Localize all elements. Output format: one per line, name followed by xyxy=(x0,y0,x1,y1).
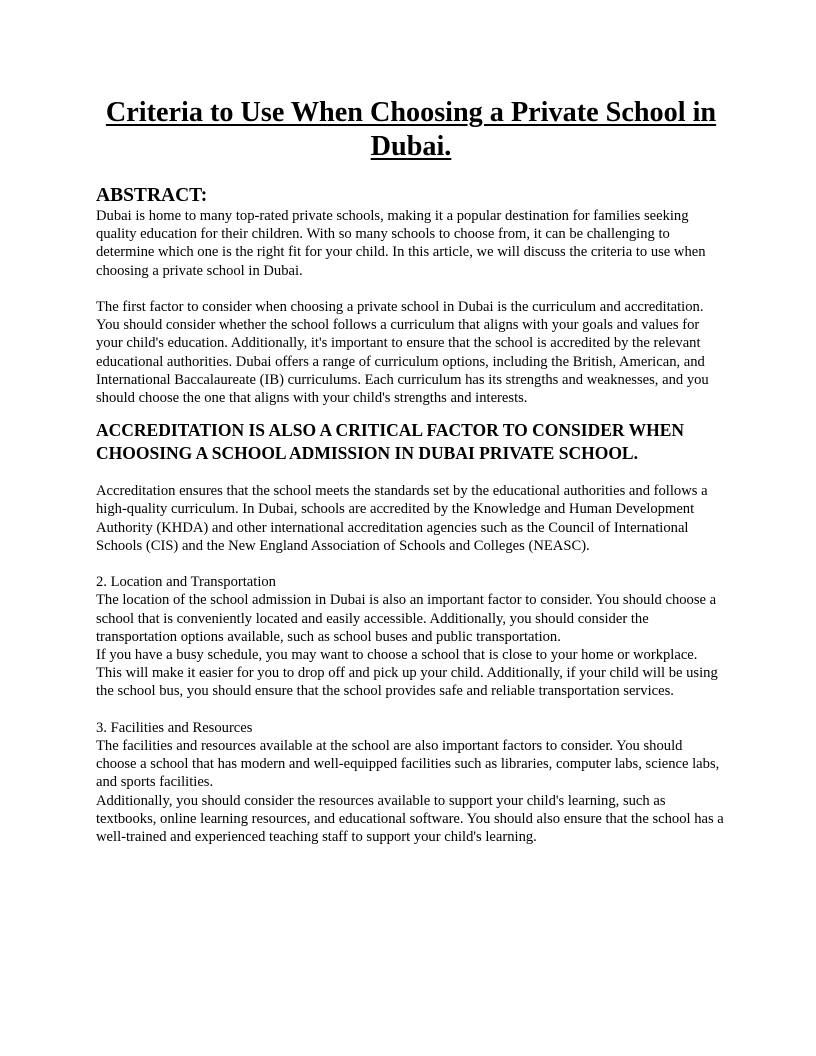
curriculum-paragraph: The first factor to consider when choosing a private school in Dubai is the curriculum and accreditation. You should consider whether the school follows a curriculum that aligns with your goals and values for your child's education. Additionally, it's important to ensure that the school is accredited by the relevant educational authorities. Dubai offers a range of curriculum options, including the British, American, and International Baccalaureate (IB) curriculums. Each curriculum has its strengths and weaknesses, and you should choose the one that aligns with your child's strengths and interests. xyxy=(96,299,709,407)
facilities-paragraph: The facilities and resources available at the school are also important factors to consider. You should choose a school that has modern and well-equipped facilities such as libraries, computer labs, science labs, and sports facilities. xyxy=(96,738,720,791)
facilities-heading: 3. Facilities and Resources xyxy=(96,719,253,736)
paragraph-spacer xyxy=(96,701,726,719)
heading-spacer xyxy=(96,464,726,482)
facilities-paragraph: Additionally, you should consider the resources available to support your child's learning, such as textbooks, online learning resources, and educational software. You should also ensure that the school has a well-trained and experienced teaching staff to support your child's learning. xyxy=(96,792,724,846)
location-paragraph: If you have a busy schedule, you may want to choose a school that is close to your home or workplace. This will make it easier for you to drop off and pick up your child. Additionally, if your child will be using the school bus, you should ensure that the school provides safe and reliable transportation services. xyxy=(96,647,718,700)
location-heading: 2. Location and Transportation xyxy=(96,574,276,591)
accreditation-heading: ACCREDITATION IS ALSO A CRITICAL FACTOR TO CONSIDER WHEN CHOOSING A SCHOOL ADMISSION IN DUBAI PRIVATE SCHOOL. xyxy=(96,420,685,463)
document-title: Criteria to Use When Choosing a Private School in Dubai. xyxy=(105,97,717,162)
document-page xyxy=(96,96,726,846)
location-paragraph: The location of the school admission in Dubai is also an important factor to consider. You should choose a school that is conveniently located and easily accessible. Additionally, you should consider the transportation options available, such as school buses and public transportation. xyxy=(96,592,717,645)
paragraph-spacer xyxy=(96,280,726,298)
abstract-heading: ABSTRACT: xyxy=(96,185,208,206)
accreditation-paragraph: Accreditation ensures that the school meets the standards set by the educational authorities and follows a high-quality curriculum. In Dubai, schools are accredited by the Knowledge and Human Development Authority (KHDA) and other international accreditation agencies such as the Council of International Schools (CIS) and the New England Association of Schools and Colleges (NEASC). xyxy=(96,483,708,554)
abstract-paragraph: Dubai is home to many top-rated private schools, making it a popular destination for families seeking quality education for their children. With so many schools to choose from, it can be challenging to determine which one is the right fit for your child. In this article, we will discuss the criteria to use when choosing a private school in Dubai. xyxy=(96,208,706,279)
paragraph-spacer xyxy=(96,555,726,573)
